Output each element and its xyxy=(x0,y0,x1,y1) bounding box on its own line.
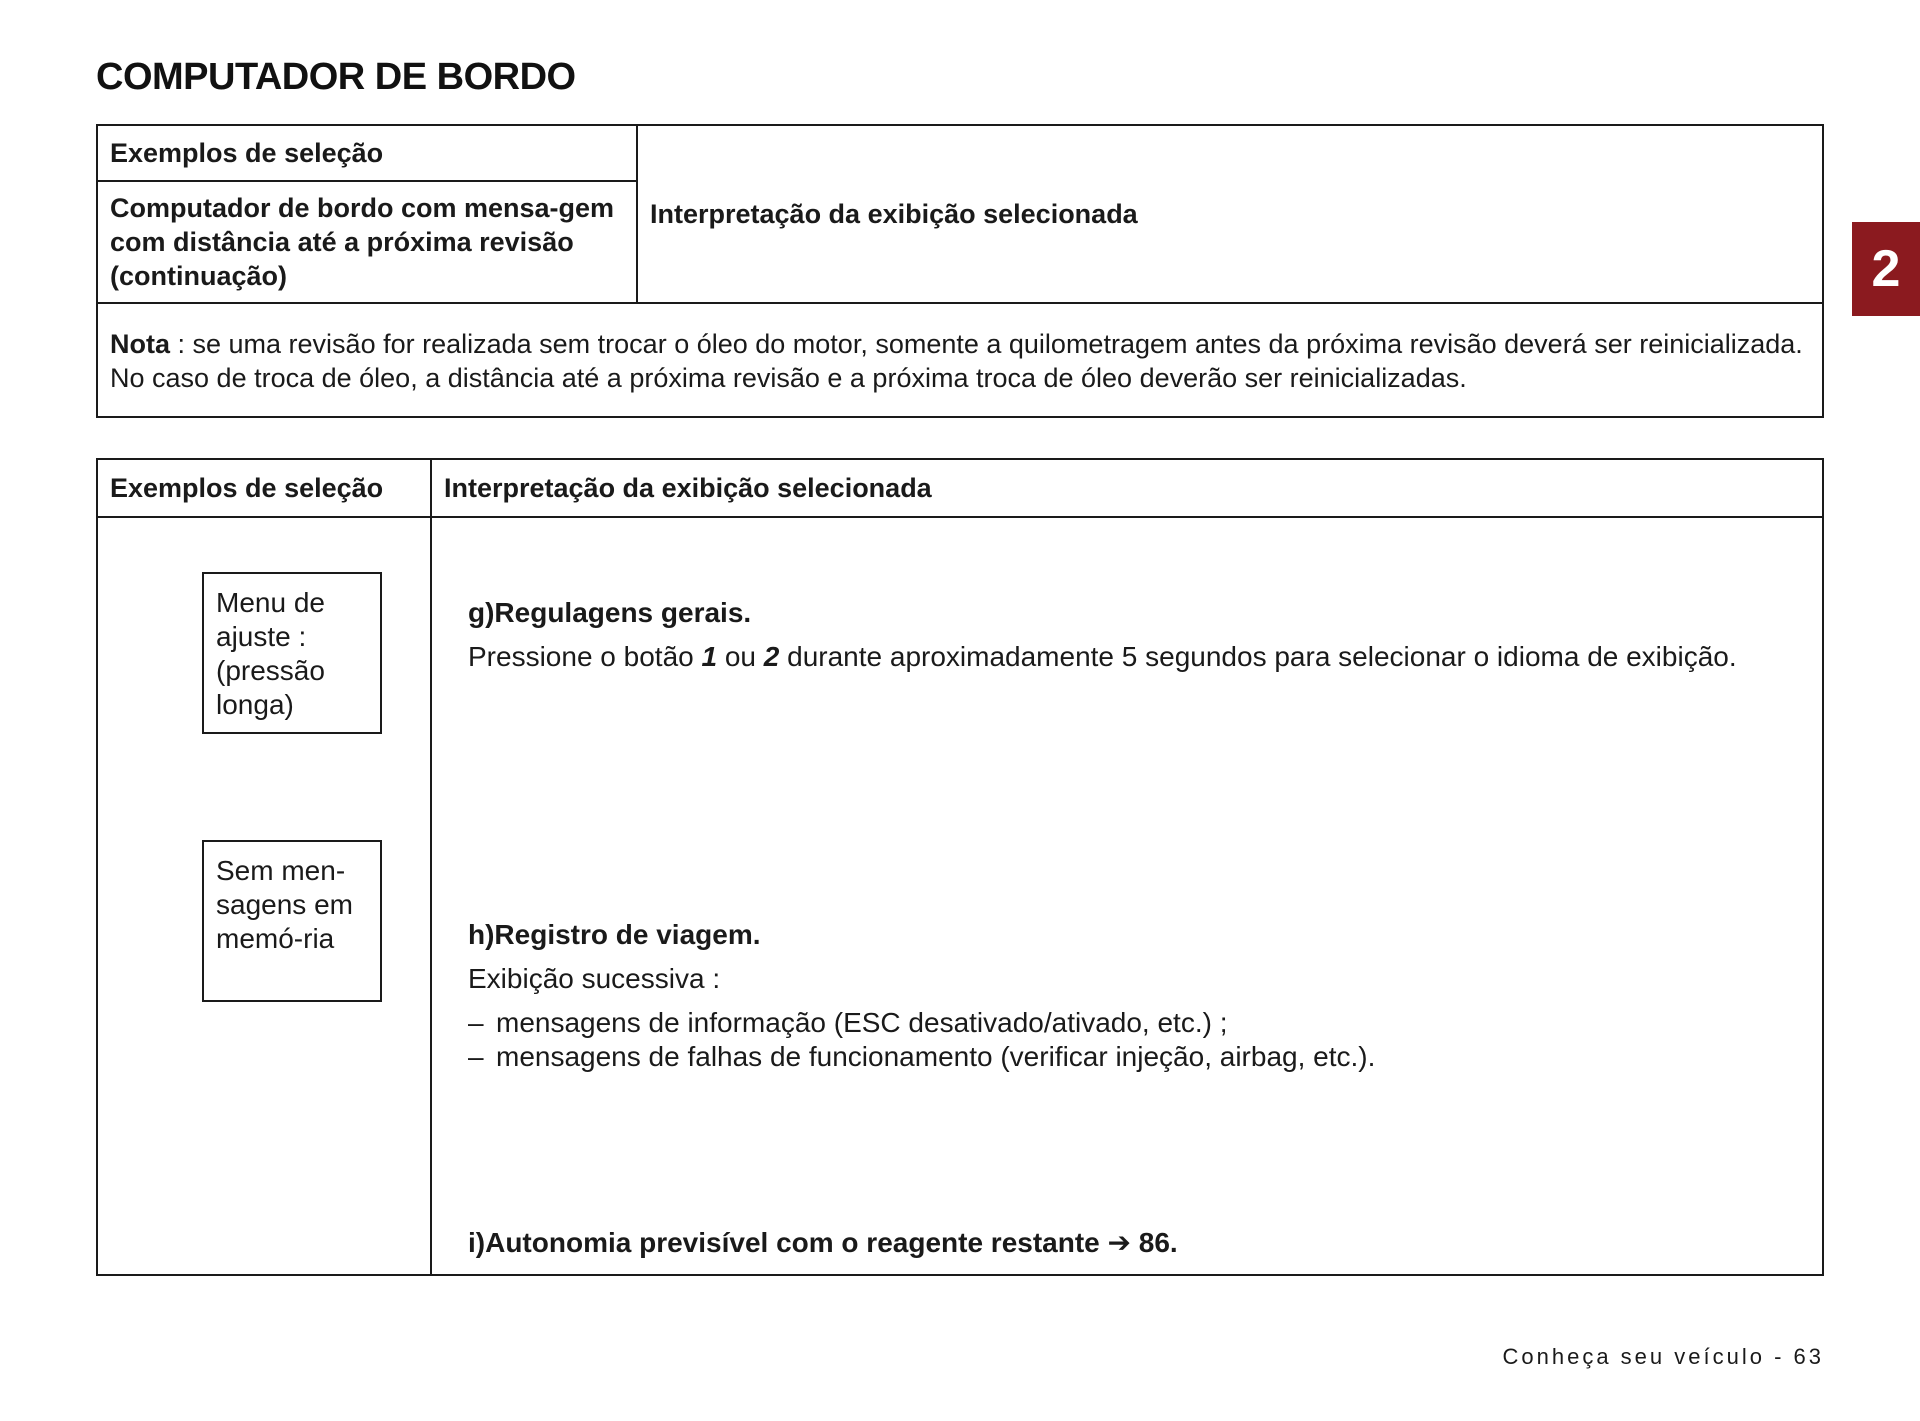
note-cell xyxy=(97,303,1823,417)
note-text: : se uma revisão for realizada sem trocar o óleo do motor, somente a quilometragem antes da próxima revisão deverá ser reinicializada. No caso de troca de óleo, a distância até a próxima revisão e a próxima troca de óleo deverão ser reinicializadas. xyxy=(110,329,1803,393)
page-reference-link[interactable]: 86 xyxy=(1130,1227,1170,1258)
display-example-adjust-menu: Menu de ajuste : (pressão longa) xyxy=(202,572,382,734)
page-title: COMPUTADOR DE BORDO xyxy=(96,56,576,98)
section-i-title: i)Autonomia previsível com o reagente restante ➔ 86. xyxy=(468,1227,1178,1258)
button-2-ref: 2 xyxy=(763,641,780,672)
list-item: – mensagens de informação (ESC desativado/ativado, etc.) ; xyxy=(468,1006,1794,1040)
section-h-title: h)Registro de viagem. xyxy=(468,919,761,950)
interpretation-column xyxy=(431,517,1823,1275)
table1-header-left-2: Computador de bordo com mensa-gem com distância até a próxima revisão (continuação) xyxy=(97,181,637,303)
arrow-right-icon: ➔ xyxy=(1107,1227,1131,1258)
table-selection-examples xyxy=(96,458,1824,1276)
button-1-ref: 1 xyxy=(701,641,718,672)
section-reagent-autonomy xyxy=(468,1226,1794,1270)
page-footer: Conheça seu veículo - 63 xyxy=(1502,1344,1824,1369)
table2-header-right: Interpretação da exibição selecionada xyxy=(431,459,1823,517)
table1-header-left-1: Exemplos de seleção xyxy=(97,125,637,181)
examples-column xyxy=(97,517,431,1275)
section-h-intro: Exibição sucessiva : xyxy=(468,963,721,994)
table-continuation xyxy=(96,124,1824,418)
section-general-settings xyxy=(468,596,1794,674)
section-g-title: g)Regulagens gerais. xyxy=(468,597,752,628)
list-item: – mensagens de falhas de funcionamento (verificar injeção, airbag, etc.). xyxy=(468,1040,1794,1074)
note-label: Nota xyxy=(110,329,170,359)
display-example-no-messages: Sem men-sagens em memó-ria xyxy=(202,840,382,1002)
table1-header-right: Interpretação da exibição selecionada xyxy=(637,125,1823,303)
section-g-text: Pressione o botão 1 ou 2 durante aproximadamente 5 segundos para selecionar o idioma de exibição. xyxy=(468,641,1737,672)
table2-header-left: Exemplos de seleção xyxy=(97,459,431,517)
chapter-tab[interactable]: 2 xyxy=(1852,222,1920,316)
section-trip-log xyxy=(468,918,1794,1074)
section-h-list xyxy=(468,1006,1794,1074)
